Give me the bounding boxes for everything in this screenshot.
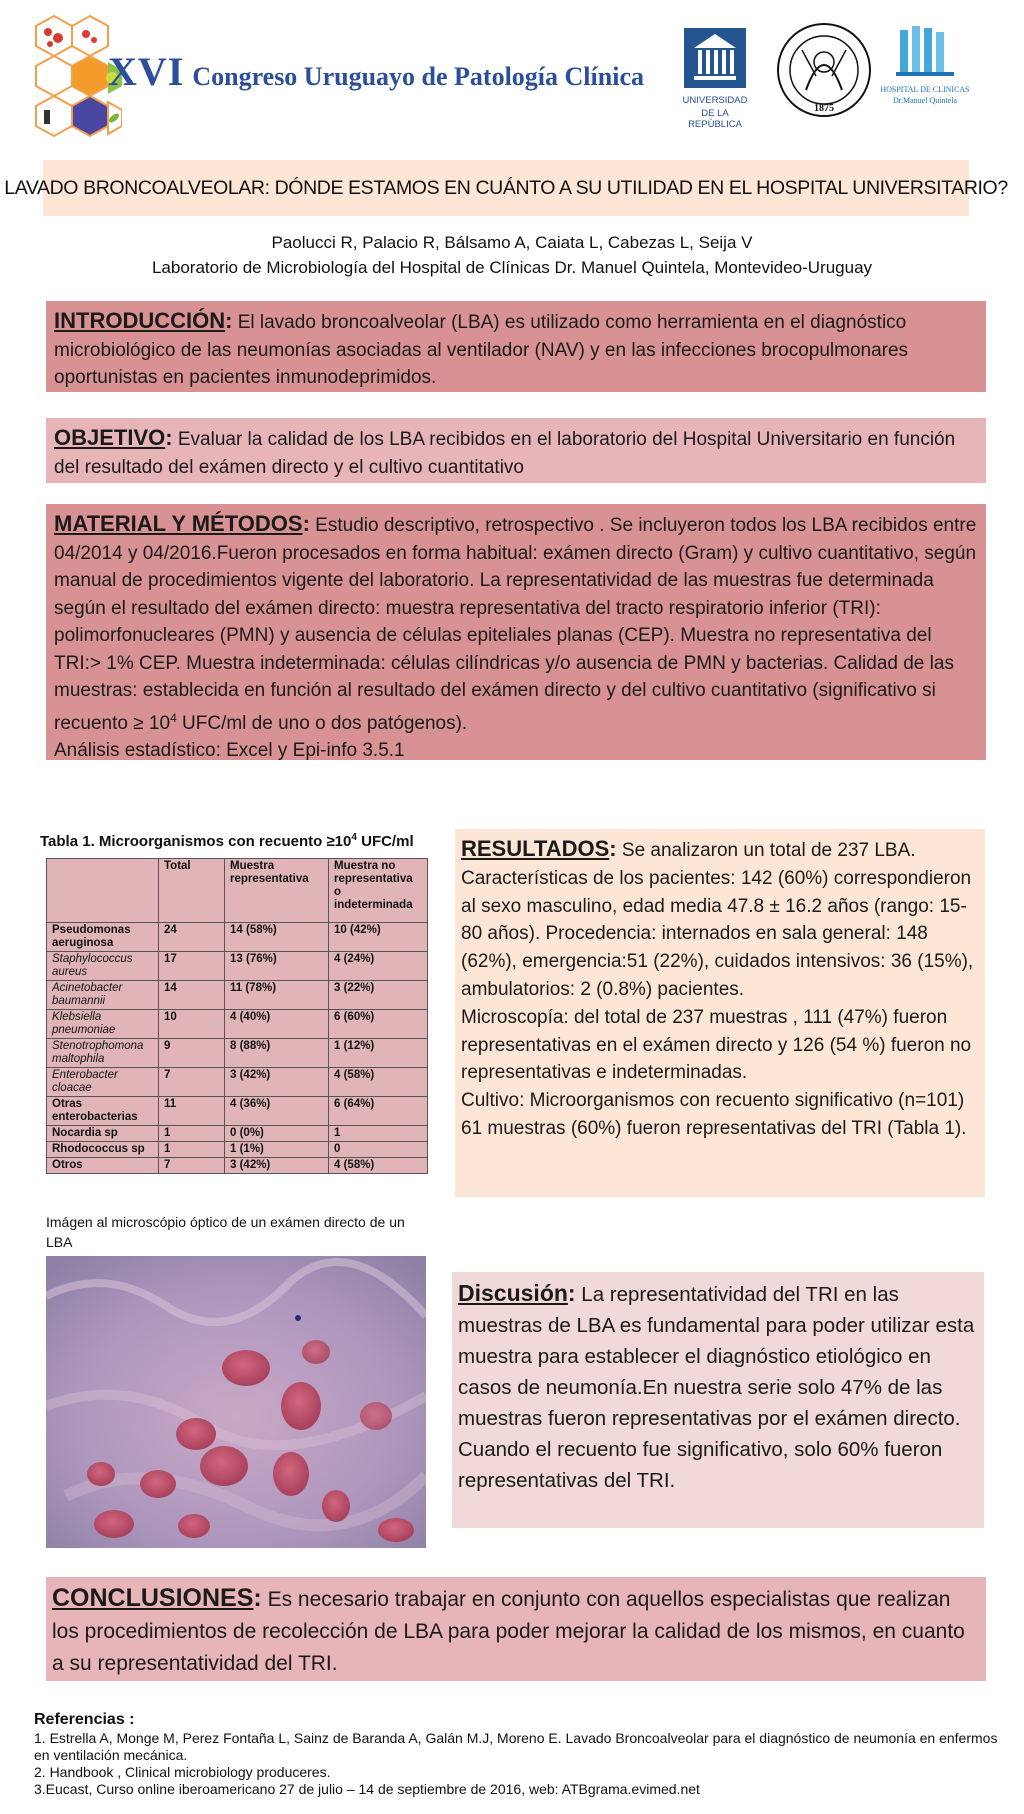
objetivo-section: OBJETIVO: Evaluar la calidad de los LBA recibidos en el laboratorio del Hospital Universitario en función del resultado del exámen directo y el cultivo cuantitativo [46,418,986,483]
total-cell: 7 [159,1068,225,1097]
authors-block [0,230,1024,280]
introduccion-text: El lavado broncoalveolar (LBA) es utilizado como herramienta en el diagnóstico microbiológico de las neumonías asociadas al ventilador (NAV) y en las infecciones brocopulmonares oportunistas en pacientes inmunodeprimidos. [54,312,909,388]
representative-cell: 3 (42%) [225,1158,329,1174]
reference-item: 2. Handbook , Clinical microbiology produceres. [34,1764,331,1780]
total-cell: 10 [159,1010,225,1039]
table-header-total: Total [159,859,225,923]
hospital-label-1: HOSPITAL DE CLINICAS [880,85,970,94]
non-representative-cell: 4 (24%) [329,952,428,981]
material-text-1: Estudio descriptivo, retrospectivo . Se incluyeron todos los LBA recibidos entre 04/2014 y 04/2016.Fueron procesados en forma habitual: exámen directo (Gram) y cultivo cuantitativo, según manual de procedimientos vigente del laboratorio. La representatividad de las muestras fue determinada según el resultado del exámen directo: muestra representativa del tracto respiratorio inferior (TRI): polimorfonucleares (PMN) y ausencia de células epiteliales planas (CEP). Muestra no representativa del TRI:> 1% CEP. Muestra indeterminada: células cilíndricas y/o ausencia de PMN y bacterias. Calidad de las muestras: establecida en función al resultado del exámen directo y del cultivo cuantitativo (significativo si recuento ≥ 10 [54,515,977,734]
representative-cell: 1 (1%) [225,1142,329,1158]
author-affiliation: Laboratorio de Microbiología del Hospital de Clínicas Dr. Manuel Quintela, Montevideo-Uruguay [151,258,873,277]
total-cell: 1 [159,1142,225,1158]
total-cell: 14 [159,981,225,1010]
table-row [47,1097,428,1126]
material-metodos-section: MATERIAL Y MÉTODOS: Estudio descriptivo, retrospectivo . Se incluyeron todos los LBA recibidos entre 04/2014 y 04/2016.Fueron procesados en forma habitual: exámen directo (Gram) y cultivo cuantitativo, según manual de procedimientos vigente del laboratorio. La representatividad de las muestras fue determinada según el resultado del exámen directo: muestra representativa del tracto respiratorio inferior (TRI): polimorfonucleares (PMN) y ausencia de células epiteliales planas (CEP). Muestra no representativa del TRI:> 1% CEP. Muestra indeterminada: células cilíndricas y/o ausencia de PMN y bacterias. Calidad de las muestras: establecida en función al resultado del exámen directo y del cultivo cuantitativo (significativo si recuento ≥ $10^4$ UFC/ml de uno o dos patógenos). Análisis estadístico: Excel y Epi-info 3.5.1 [46,504,986,760]
table-row [47,1126,428,1142]
hospital-building-icon [896,26,954,78]
non-representative-cell: 0 [329,1142,428,1158]
table-row [47,923,428,952]
material-text-3: Análisis estadístico: Excel y Epi-info 3.5.1 [54,740,405,761]
table-row [47,1158,428,1174]
total-cell: 1 [159,1126,225,1142]
hospital-label-2: Dr.Manuel Quintela [893,96,957,105]
udelar-label-1: UNIVERSIDAD [682,95,748,106]
referencias-section [34,1710,1004,1798]
material-text-2: UFC/ml de uno o dos patógenos). [176,712,468,734]
non-representative-cell: 10 (42%) [329,923,428,952]
non-representative-cell: 4 (58%) [329,1158,428,1174]
organism-cell: Otros [47,1158,159,1174]
resultados-section: RESULTADOS: Se analizaron un total de 237 LBA. Características de los pacientes: 142 (60%) correspondieron al sexo masculino, edad media 47.8 ± 16.2 años (rango: 15-80 años). Procedencia: internados en sala general: 148 (62%), emergencia:51 (22%), cuidados intensivos: 36 (15%), ambulatorios: 2 (0.8%) pacientes. Microscopía: del total de 237 muestras , 111 (47%) fueron representativas en el exámen directo y 126 (54 %) fueron no representativas e indeterminadas. Cultivo: Microorganismos con recuento significativo (n=101) 61 muestras (60%) fueron representativas del TRI (Tabla 1). [455,829,985,1197]
udelar-label-2: DE LA REPÚBLICA [688,108,742,130]
resultados-text: Se analizaron un total de 237 LBA. Características de los pacientes: 142 (60%) correspondieron al sexo masculino, edad media 47.8 ± 16.2 años (rango: 15-80 años). Procedencia: internados en sala general: 148 (62%), emergencia:51 (22%), cuidados intensivos: 36 (15%), ambulatorios: 2 (0.8%) pacientes. [461,840,974,1000]
table-header-row [47,859,428,923]
non-representative-cell: 4 (58%) [329,1068,428,1097]
total-cell: 7 [159,1158,225,1174]
total-cell: 24 [159,923,225,952]
microorganisms-table [46,858,428,1174]
material-heading: MATERIAL Y MÉTODOS [54,511,303,536]
table-row [47,1010,428,1039]
resultados-heading: RESULTADOS [461,836,610,861]
organism-cell: Nocardia sp [47,1126,159,1142]
reference-item: 3.Eucast, Curso online iberoamericano 27 de julio – 14 de septiembre de 2016, web: ATBgrama.evimed.net [34,1781,700,1797]
organism-cell: Enterobacter cloacae [47,1068,159,1097]
poster-title: LAVADO BRONCOALVEOLAR: DÓNDE ESTAMOS EN CUÁNTO A SU UTILIDAD EN EL HOSPITAL UNIVERSITARIO? [4,176,1008,199]
organism-cell: Pseudomonas aeruginosa [47,923,159,952]
objetivo-heading: OBJETIVO [54,425,166,450]
introduccion-section: INTRODUCCIÓN: El lavado broncoalveolar (LBA) es utilizado como herramienta en el diagnóstico microbiológico de las neumonías asociadas al ventilador (NAV) y en las infecciones brocopulmonares oportunistas en pacientes inmunodeprimidos. [46,301,986,392]
image-caption: Imágen al microscópio óptico de un exámen directo de un LBA [46,1214,405,1250]
discusion-heading: Discusión [458,1280,568,1306]
objetivo-text: Evaluar la calidad de los LBA recibidos en el laboratorio del Hospital Universitario en función del resultado del exámen directo y el cultivo cuantitativo [54,429,956,478]
non-representative-cell: 3 (22%) [329,981,428,1010]
representative-cell: 13 (76%) [225,952,329,981]
congress-name: Congreso Uruguayo de Patología Clínica [192,62,644,91]
discusion-text: La representatividad del TRI en las muestras de LBA es fundamental para poder utilizar esta muestra para establecer el diagnóstico etiológico en casos de neumonía.En nuestra serie solo 47% de las muestras fueron representativas por el exámen directo. Cuando el recuento fue significativo, solo 60% fueron representativas del TRI. [458,1283,975,1492]
material-superscript: 4 [170,710,177,725]
congress-roman-numeral: XVI [108,49,185,94]
representative-cell: 14 (58%) [225,923,329,952]
table-caption-sup: 4 [351,832,357,843]
organism-cell: Klebsiella pneumoniae [47,1010,159,1039]
introduccion-heading: INTRODUCCIÓN [54,308,226,333]
organism-cell: Acinetobacter baumannii [47,981,159,1010]
table-row [47,981,428,1010]
non-representative-cell: 1 [329,1126,428,1142]
poster-title-box [4,160,1008,216]
conclusiones-text: Es necesario trabajar en conjunto con aquellos especialistas que realizan los procedimientos de recolección de LBA para poder mejorar la calidad de los mismos, en cuanto a su representatividad del TRI. [52,1588,965,1675]
table-row [47,952,428,981]
representative-cell: 11 (78%) [225,981,329,1010]
representative-cell: 8 (88%) [225,1039,329,1068]
organism-cell: Rhodococcus sp [47,1142,159,1158]
table-caption-unit: UFC/ml [356,833,414,850]
resultados-cultivo: Cultivo: Microorganismos con recuento significativo (n=101) 61 muestras (60%) fueron representativas del TRI (Tabla 1). [461,1090,967,1139]
table-caption-text: Tabla 1. Microorganismos con recuento ≥10 [40,833,352,850]
representative-cell: 4 (36%) [225,1097,329,1126]
total-cell: 11 [159,1097,225,1126]
referencias-heading: Referencias : [34,1711,135,1728]
table-row [47,1142,428,1158]
table-header-organism [47,859,159,923]
reference-item: 1. Estrella A, Monge M, Perez Fontaña L, Sainz de Baranda A, Galán M.J, Moreno E. Lavado Broncoalveolar para el diagnóstico de neumonía en enfermos en ventilación mecánica. [34,1730,998,1763]
resultados-microscopia: Microscopía: del total de 237 muestras , 111 (47%) fueron representativas en el exámen directo y 126 (54 %) fueron no representativas e indeterminadas. [461,1006,972,1084]
conclusiones-heading: CONCLUSIONES [52,1584,254,1612]
university-building-icon [684,28,746,88]
total-cell: 17 [159,952,225,981]
facmed-year: 1875 [814,103,834,114]
non-representative-cell: 6 (64%) [329,1097,428,1126]
organism-cell: Stenotrophomona maltophila [47,1039,159,1068]
hospital-clinicas-logo [880,26,970,105]
representative-cell: 0 (0%) [225,1126,329,1142]
representative-cell: 4 (40%) [225,1010,329,1039]
table-caption [40,832,414,850]
non-representative-cell: 1 (12%) [329,1039,428,1068]
representative-cell: 3 (42%) [225,1068,329,1097]
conclusiones-section: CONCLUSIONES: Es necesario trabajar en conjunto con aquellos especialistas que realizan los procedimientos de recolección de LBA para poder mejorar la calidad de los mismos, en cuanto a su representatividad del TRI. [46,1577,986,1681]
author-names: Paolucci R, Palacio R, Bálsamo A, Caiata L, Cabezas L, Seija V [271,233,753,252]
table-row [47,1068,428,1097]
table-header-non-representative: Muestra no representativa o indeterminada [329,859,428,923]
congress-title [108,48,644,95]
table-header-representative: Muestra representativa [225,859,329,923]
non-representative-cell: 6 (60%) [329,1010,428,1039]
facultad-medicina-seal [776,20,872,120]
table-row [47,1039,428,1068]
microscope-image [46,1256,426,1548]
organism-cell: Staphylococcus aureus [47,952,159,981]
total-cell: 9 [159,1039,225,1068]
organism-cell: Otras enterobacterias [47,1097,159,1126]
discusion-section: Discusión: La representatividad del TRI en las muestras de LBA es fundamental para poder utilizar esta muestra para establecer el diagnóstico etiológico en casos de neumonía.En nuestra serie solo 47% de las muestras fueron representativas por el exámen directo. Cuando el recuento fue significativo, solo 60% fueron representativas del TRI. [452,1272,984,1528]
udelar-logo [682,28,748,130]
